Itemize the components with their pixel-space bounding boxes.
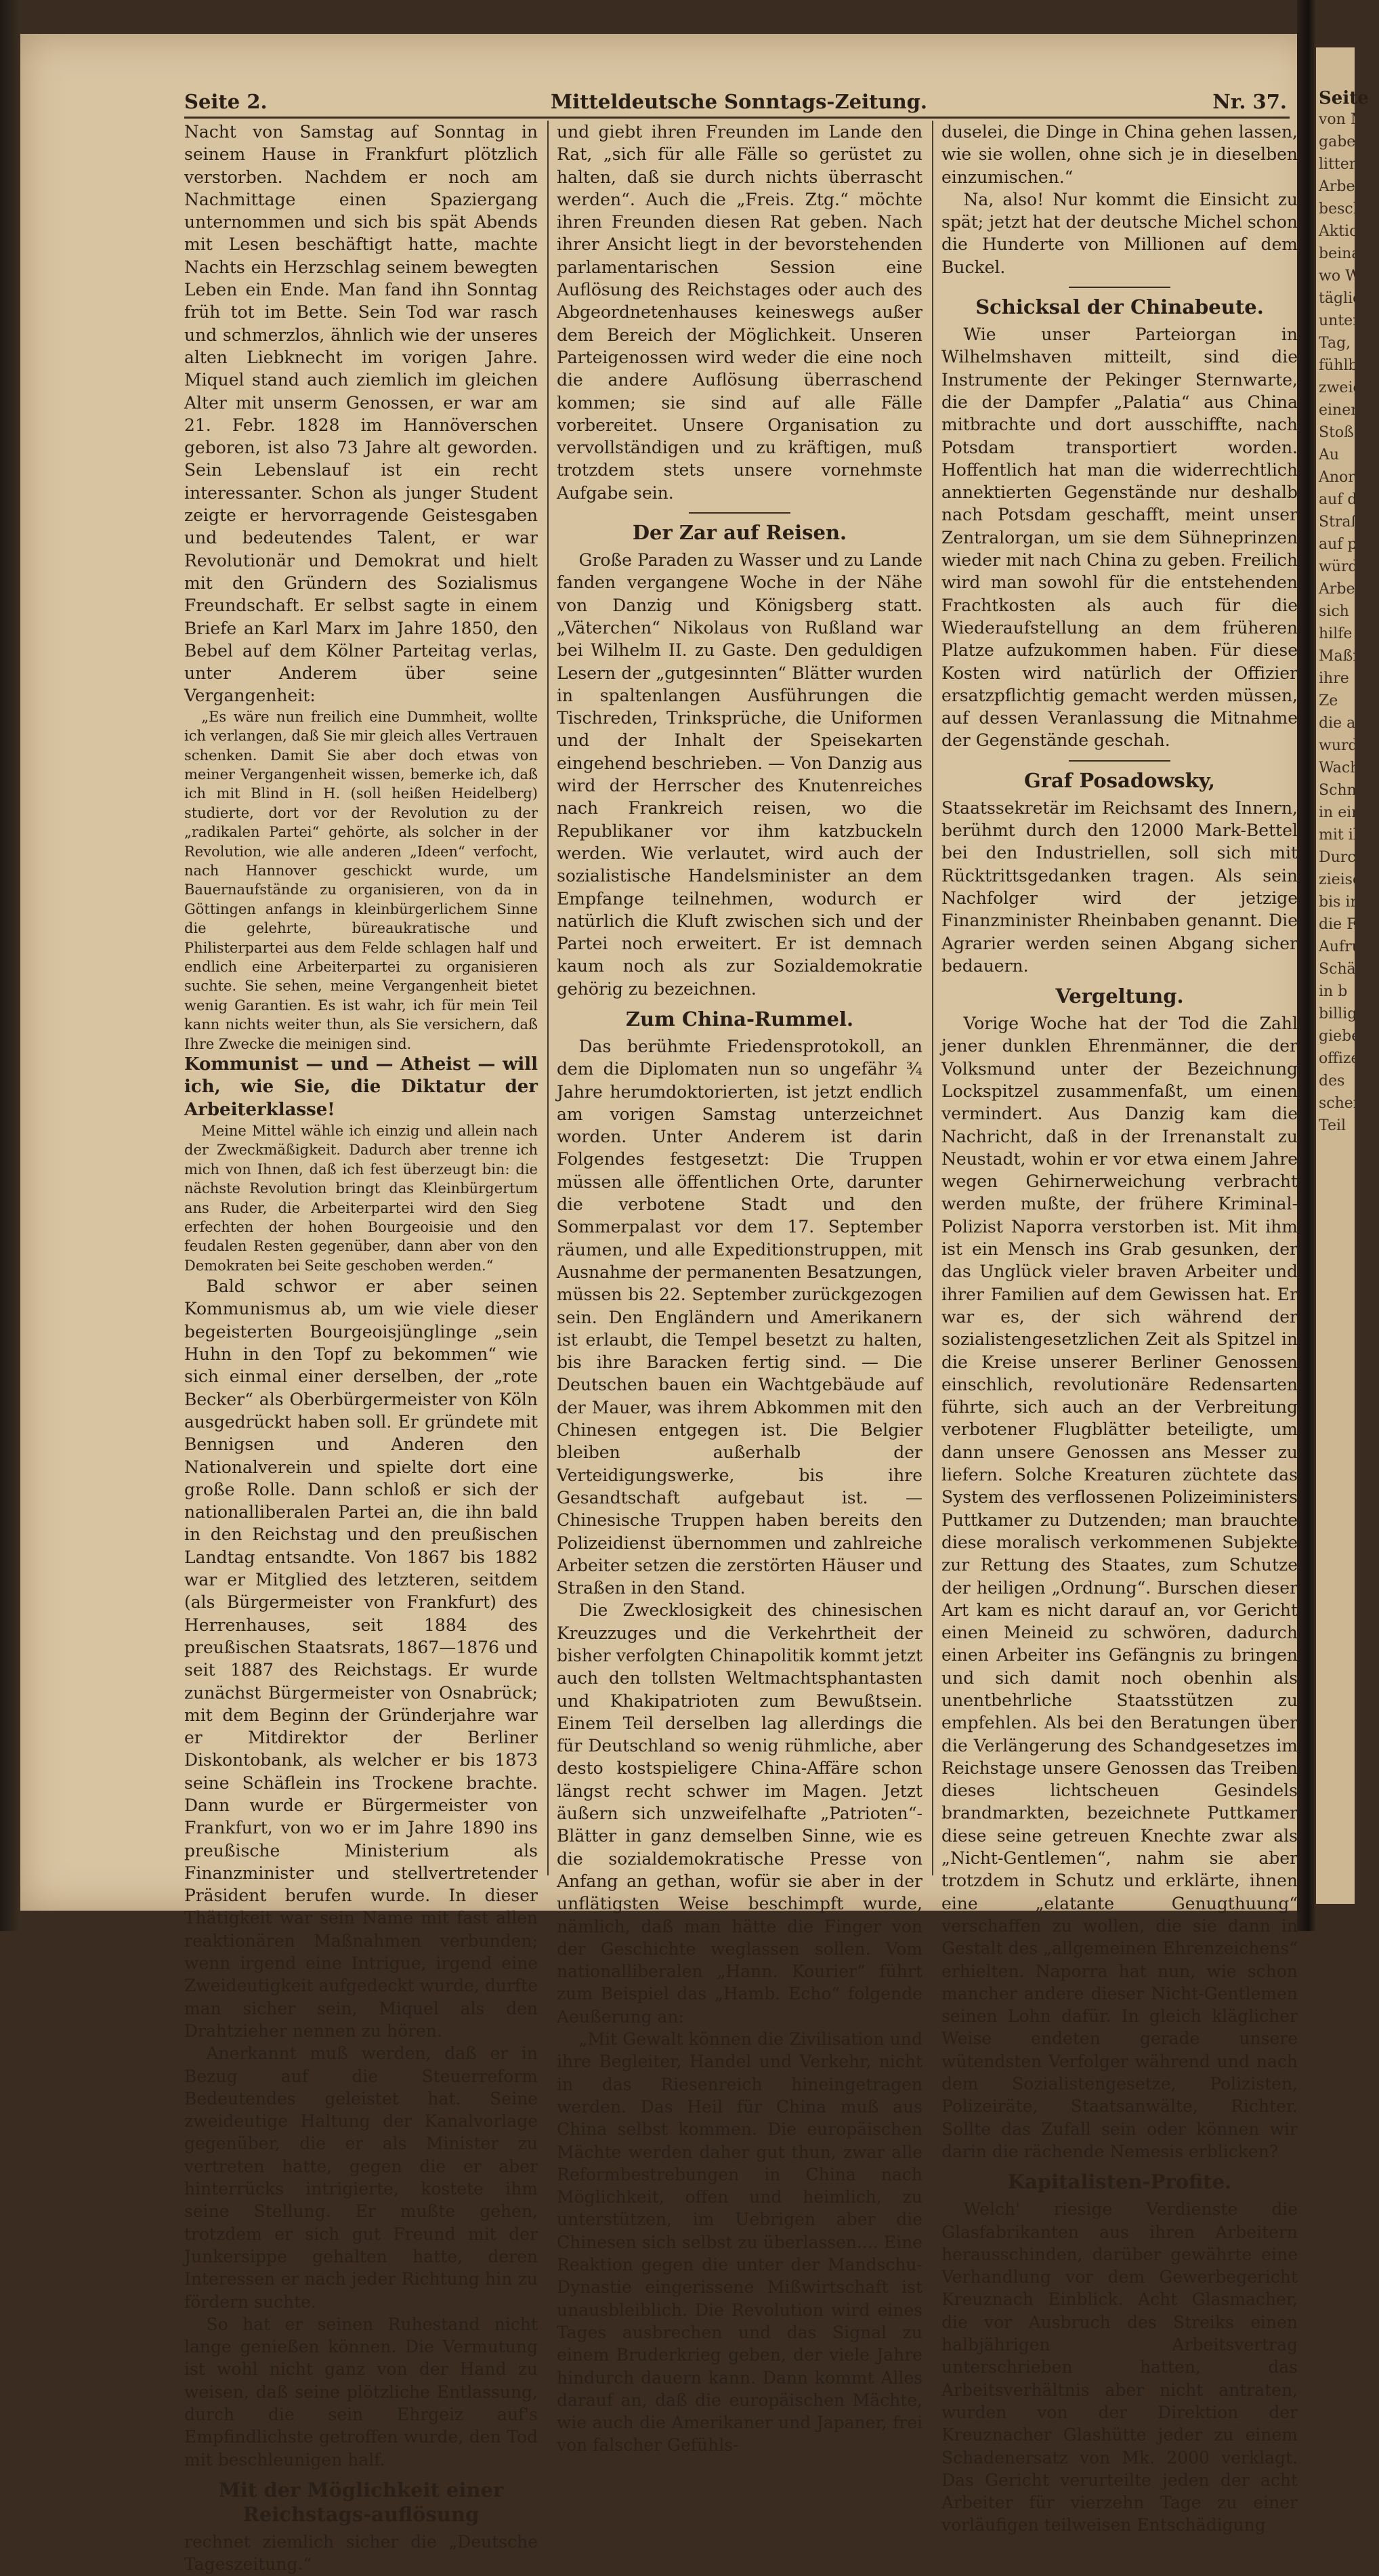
quoted-paragraph: „Mit Gewalt können die Zivilisation und ihre Begleiter, Handel und Verkehr, nicht in das Riesenreich hineingetragen werden. Das Heil für China muß aus China selbst kommen. Die europäischen Mächte werden daher gut thun, zwar alle Reformbestrebungen in China nach Möglichkeit, offen und heimlich, zu unterstützen, im Uebrigen aber die Chinesen sich selbst zu überlassen.... Eine Reaktion gegen die unter der Mandschu-Dynastie eingerissene Mißwirtschaft ist unausbleiblich. Die Revolution wird eines Tages ausbrechen und das Signal zu einem Bruderkrieg geben, der viele Jahre hindurch dauern kann. Dann kommt Alles darauf an, daß die europäischen Mächte, wie auch die Amerikaner und Japaner, frei von falscher Gefühls-: [557, 2029, 922, 2455]
section-divider: [1069, 287, 1170, 288]
quoted-letter: Meine Mittel wähle ich einzig und allein nach der Zweckmäßigkeit. Dadurch aber trenne ich mich von Ihnen, daß ich fest überzeugt bin: die nächste Revolution bringt das Kleinbürgertum ans Ruder, die Arbeiterpartei wird den Sieg erfechten der hohen Bourgeoisie und den feudalen Resten gegenüber, dann aber von den Demokraten bei Seite geschoben werden.“: [184, 1122, 538, 1274]
newspaper-title: Mitteldeutsche Sonntags-Zeitung.: [550, 90, 928, 113]
adjacent-page-line: in b: [1319, 983, 1348, 1000]
adjacent-page-line: auf p: [1319, 536, 1357, 553]
quoted-letter: „Es wäre nun freilich eine Dummheit, wollte ich verlangen, daß Sie mir gleich alles Vertrauen schenken. Damit Sie aber doch etwas von meiner Vergangenheit wissen, bemerke ich, daß ich mit Blind in H. (soll heißen Heidelberg) studierte, dort vor der Revolution zu der „radikalen Partei“ gehörte, als solcher in der Revolution, wie alle anderen „Ideen“ verfocht, nach Hannover geschickt wurde, um Bauernaufstände zu organisieren, von da in Göttingen anfangs in kleinbürgerlichem Sinne die gelehrte, büreaukratische und Philisterpartei aus dem Felde schlagen half und endlich eine Arbeiterpartei zu organisieren suchte. Sie sehen, meine Vergangenheit bietet wenig Garantien. Es ist wahr, ich für mein Teil kann nichts weiter thun, als Sie versichern, daß Ihre Zwecke die meinigen sind.: [184, 708, 538, 1052]
article-paragraph: Große Paraden zu Wasser und zu Lande fanden vergangene Woche in der Nähe von Danzig und Königsberg statt. „Väterchen“ Nikolaus von Rußland war bei Wilhelm II. zu Gaste. Den geduldigen Lesern der „gutgesinnten“ Blätter wurden in spaltenlangen Ausführungen die Tischreden, Trinksprüche, die Uniformen und der Inhalt der Speisekarten eingehend beschrieben. — Von Danzig aus wird der Herrscher des Knutenreiches nach Frankreich reisen, wo die Republikaner vor ihm katzbuckeln werden. Wie verlautet, wird auch der sozialistische Handelsminister an dem Empfange teilnehmen, wodurch er natürlich die Kluft zwischen sich und der Partei noch erweitert. Er ist demnach kaum noch als zur Sozialdemokratie gehörig zu bezeichnen.: [557, 550, 922, 999]
adjacent-page-line: täglich: [1319, 290, 1371, 307]
article-paragraph: Na, also! Nur kommt die Einsicht zu spät; jetzt hat der deutsche Michel schon die Hunderte von Millionen auf dem Buckel.: [941, 189, 1298, 277]
adjacent-page-line: gieben: [1319, 1028, 1370, 1045]
adjacent-page-line: des: [1319, 1073, 1345, 1089]
article-paragraph: So hat er seinen Ruhestand nicht lange genießen können. Die Vermutung ist wohl nicht ganz von der Hand zu weisen, daß seine plötzliche Entlassung, durch die sein Ehrgeiz auf's Empfindlichste getroffen wurde, den Tod mit beschleunigen half.: [184, 2314, 538, 2470]
adjacent-page-line: Anordn: [1319, 469, 1375, 486]
adjacent-page-line: würden: [1319, 558, 1376, 575]
adjacent-page-line: Teil: [1319, 1117, 1346, 1134]
adjacent-page-line: wo W: [1319, 268, 1361, 285]
article-heading: Zum China-Rummel.: [625, 1007, 854, 1031]
article-paragraph: Nacht von Samstag auf Sonntag in seinem Hause in Frankfurt plötzlich verstorben. Nachdem er noch am Nachmittage einen Spaziergang unternommen und sich bis spät Abends mit Lesen beschäftigt hatte, machte Nachts ein Herzschlag seinem bewegten Leben ein Ende. Man fand ihn Sonntag früh tot im Bette. Sein Tod war rasch und schmerzlos, ähnlich wie der unseres alten Liebknecht im vorigen Jahre. Miquel stand auch ziemlich im gleichen Alter mit unserm Genossen, er war am 21. Febr. 1828 im Hannöverschen geboren, ist also 73 Jahre alt geworden. Sein Lebenslauf ist ein recht interessanter. Schon als junger Student zeigte er hervorragende Geistesgaben und bedeutendes Talent, er war Revolutionär und Demokrat und hielt mit den Gründern des Sozialismus Freundschaft. Er selbst sagte in einem Briefe an Karl Marx im Jahre 1850, den Bebel auf dem Kölner Parteitag verlas, unter Anderem über seine Vergangenheit:: [184, 122, 538, 706]
section-divider: [1069, 760, 1170, 762]
adjacent-page-line: schen: [1319, 1095, 1363, 1112]
adjacent-page-line: offize: [1319, 1050, 1360, 1067]
scan-left-edge: [0, 0, 20, 1931]
article-paragraph: Anerkannt muß werden, daß er in Bezug auf die Steuerreform Bedeutendes geleistet hat. Seine zweideutige Haltung der Kanalvorlage gegenüber, die er als Minister zu vertreten hatte, gegen die er aber hinterrücks intrigierte, kostete ihm seine Stellung. Er mußte gehen, trotzdem er sich gut Freund mit der Junkersippe gehalten hatte, deren Interessen er nach jeder Richtung hin zu fördern suchte.: [184, 2043, 538, 2312]
adjacent-page-line: Tag,: [1319, 335, 1351, 352]
adjacent-page-line: gaben: [1319, 133, 1365, 150]
adjacent-page-line: unter: [1319, 312, 1360, 329]
adjacent-page-line: Wacht: [1319, 760, 1366, 776]
adjacent-page-line: in ein: [1319, 804, 1361, 821]
adjacent-page-line: Maßr: [1319, 648, 1360, 665]
article-paragraph: Die Zwecklosigkeit des chinesischen Kreuzzuges und die Verkehrtheit der bisher verfolgten Chinapolitik kommt jetzt auch den tollsten Weltmachtsphantasten und Khakipatrioten zum Bewußtsein. Einem Teil derselben lag allerdings die für Deutschland so wenig rühmliche, aber desto kostspieligere China-Affäre schon längst recht schwer im Magen. Jetzt äußern sich unzweifelhafte „Patrioten“-Blätter in ganz demselben Sinne, wie es die sozialdemokratische Presse von Anfang an gethan, wofür sie aber in der unflätigsten Weise beschimpft wurde, nämlich, daß man hätte die Finger von der Geschichte weglassen sollen. Vom nationalliberalen „Hann. Kourier“ führt zum Beispiel das „Hamb. Echo“ folgende Aeußerung an:: [557, 1600, 922, 2027]
adjacent-page-lines: [1316, 108, 1379, 1137]
adjacent-page-line: auf d: [1319, 491, 1357, 508]
adjacent-page-line: hilfe: [1319, 625, 1353, 642]
running-head: [184, 90, 1294, 117]
adjacent-page-line: von M: [1319, 111, 1366, 128]
adjacent-page-line: billigt: [1319, 1005, 1363, 1022]
adjacent-page-line: Aufru: [1319, 938, 1361, 955]
adjacent-page-line: beinahe: [1319, 245, 1379, 262]
adjacent-page-line: ihre P: [1319, 670, 1364, 687]
adjacent-page-header: Seite: [1319, 88, 1369, 108]
article-heading: Schicksal der Chinabeute.: [975, 295, 1264, 319]
issue-number: Nr. 37.: [1212, 90, 1287, 113]
article-paragraph: Welch' riesige Verdienste die Glasfabrikanten aus ihren Arbeitern herausschinden, darüber gewährte eine Verhandlung vor dem Gewerbegericht Kreuznach Einblick. Acht Glasmacher, die vor Ausbruch des Streiks einen halbjährigen Arbeitsvertrag unterschrieben hatten, das Arbeitsverhältnis aber nicht antraten, wurden von der Direktion der Kreuznacher Glashütte jeder zu einem Schadenersatz von Mk. 2000 verklagt. Das Gericht verurteilte jeden der acht Arbeiter für vierzehn Tage zu einer vorläufigen teilweisen Entschädigung: [941, 2199, 1298, 2535]
page-label: Seite 2.: [184, 90, 268, 113]
article-paragraph: Bald schwor er aber seinen Kommunismus ab, um wie viele dieser begeisterten Bourgeoisjünglinge „sein Huhn in den Topf zu bekommen“ wie sich einmal einer derselben, der „rote Becker“ als Oberbürgermeister von Köln ausgedrückt haben soll. Er gründete mit Bennigsen und Anderen den Nationalverein und spielte dort eine große Rolle. Dann schloß er sich der nationalliberalen Partei an, die ihn bald in den Reichstag und den preußischen Landtag entsandte. Von 1867 bis 1882 war er Mitglied des letzteren, seitdem (als Bürgermeister von Frankfurt) des Herrenhauses, seit 1884 des preußischen Staatsrats, 1867—1876 und seit 1887 des Reichstags. Er wurde zunächst Bürgermeister von Osnabrück; mit dem Beginn der Gründerjahre war er Mitdirektor der Berliner Diskontobank, als welcher er bis 1873 seine Schäflein ins Trockene brachte. Dann wurde er Bürgermeister von Frankfurt, von wo er im Jahre 1890 ins preußische Ministerium als Finanzminister und stellvertretender Präsident berufen wurde. In dieser Thätigkeit war sein Name mit fast allen reaktionären Maßnahmen verbunden; wenn irgend eine Intrigue, irgend eine Zweideutigkeit aufgedeckt wurde, durfte man sicher sein, Miquel als den Drahtzieher nennen zu hören.: [184, 1276, 538, 2041]
adjacent-page-line: Durch: [1319, 849, 1365, 866]
article-paragraph: Wie unser Parteiorgan in Wilhelmshaven mitteilt, sind die Instrumente der Pekinger Sternwarte, die der Dampfer „Palatia“ aus China mitbrachte und dort ausschiffte, nach Potsdam transportiert worden. Hoffentlich hat man die widerrechtlich annektierten Gegenstände nur deshalb nach Potsdam geschafft, meint unser Zentralorgan, um sie dem Sühneprinzen wieder mit nach China zu geben. Freilich wird man sowohl für die entstehenden Frachtkosten als auch für die Wiederaufstellung an dem früheren Platze aufzukommen haben. Für diese Kosten wird natürlich der Offizier ersatzpflichtig gemacht werden müssen, auf dessen Veranlassung die Mitnahme der Gegenstände geschah.: [941, 325, 1298, 751]
adjacent-page-line: zieisch: [1319, 871, 1371, 888]
adjacent-page-line: litten: [1319, 156, 1359, 173]
adjacent-page-line: Schne: [1319, 782, 1365, 799]
article-paragraph: und giebt ihren Freunden im Lande den Rat, „sich für alle Fälle so gerüstet zu halten, daß sie durch nichts überrascht werden“. Auch die „Freis. Ztg.“ möchte ihren Freunden diesen Rat geben. Nach ihrer Ansicht liegt in der bevorstehenden parlamentarischen Session eine Auflösung des Reichstages oder auch des Abgeordnetenhauses keineswegs außer dem Bereich der Möglichkeit. Unseren Parteigenossen wird weder die eine noch die andere Auflösung überraschend kommen; sie sind auf alle Fälle vorbereitet. Unsere Organisation zu vervollständigen und zu kräftigen, muß trotzdem stets unsere vornehmste Aufgabe sein.: [557, 122, 922, 503]
adjacent-page-fragment: [1316, 47, 1379, 1904]
article-paragraph: duselei, die Dinge in China gehen lassen, wie sie wollen, ohne sich je in dieselben einzumischen.“: [941, 122, 1298, 187]
column-rule: [547, 121, 549, 1875]
article-heading: Graf Posadowsky,: [1023, 768, 1216, 792]
adjacent-page-line: mit il: [1319, 827, 1358, 844]
section-divider: [689, 512, 790, 514]
adjacent-page-line: die F: [1319, 916, 1357, 933]
adjacent-page-line: wurde: [1319, 737, 1367, 754]
article-paragraph: Staatssekretär im Reichsamt des Innern, berühmt durch den 12000 Mark-Bettel bei den Industriellen, soll sich mit Rücktrittsgedanken tragen. Als sein Nachfolger wird der jetzige Finanzminister Rheinbaben genannt. Die Agrarier werden seinen Abgang sicher bedauern.: [941, 797, 1298, 976]
adjacent-page-line: beschäf: [1319, 201, 1378, 217]
book-spine: [1297, 0, 1316, 1931]
adjacent-page-line: Straße: [1319, 514, 1370, 531]
adjacent-page-line: Ze: [1319, 692, 1338, 709]
adjacent-page-line: fühlb: [1319, 357, 1358, 374]
adjacent-page-line: bis in: [1319, 894, 1360, 911]
article-heading: Vergeltung.: [1055, 984, 1184, 1008]
adjacent-page-line: Au: [1319, 446, 1340, 463]
adjacent-page-line: Arbeit: [1319, 178, 1366, 195]
adjacent-page-line: Aktion: [1319, 223, 1368, 240]
column-2: [557, 121, 922, 2455]
adjacent-page-line: zweien: [1319, 379, 1372, 396]
emphasized-quote: Kommunist — und — Atheist — will ich, wie Sie, die Diktatur der Arbeiterklasse!: [184, 1054, 538, 1120]
column-3: [941, 121, 1298, 2535]
adjacent-page-line: die al: [1319, 715, 1361, 732]
adjacent-page-line: Stoß: [1319, 424, 1354, 441]
adjacent-page-line: Schäd: [1319, 961, 1365, 978]
article-heading: Der Zar auf Reisen.: [632, 521, 847, 545]
article-heading: Kapitalisten-Profite.: [1007, 2170, 1232, 2194]
adjacent-page-line: sich: [1319, 603, 1349, 620]
article-paragraph: Das berühmte Friedensprotokoll, an dem die Diplomaten nun so ungefähr ¾ Jahre herumdoktorierten, ist jetzt endlich am vorigen Samstag unterzeichnet worden. Unter Anderem ist darin Folgendes festgesetzt: Die Truppen müssen alle öffentlichen Orte, darunter die verbotene Stadt und den Sommerpalast vor dem 17. September räumen, und alle Expeditionstruppen, mit Ausnahme der permanenten Besatzungen, müssen bis 22. September zurückgezogen sein. Den Engländern und Amerikanern ist erlaubt, die Tempel besetzt zu halten, bis ihre Baracken fertig sind. — Die Deutschen bauen ein Wachtgebäude auf der Mauer, was ihrem Abkommen mit den Chinesen entgegen ist. Die Belgier bleiben außerhalb der Verteidigungswerke, bis ihre Gesandtschaft aufgebaut ist. — Chinesische Truppen haben bereits den Polizeidienst übernommen und zahlreiche Arbeiter setzen die zerstörten Häuser und Straßen in den Stand.: [557, 1036, 922, 1598]
adjacent-page-line: einem: [1319, 402, 1365, 419]
article-paragraph: Vorige Woche hat der Tod die Zahl jener dunklen Ehrenmänner, die der Volksmund unter der Bezeichnung Lockspitzel zusammenfaßt, um einen vermindert. Aus Danzig kam die Nachricht, daß in der Irrenanstalt zu Neustadt, wohin er vor etwa einem Jahre wegen Gehirnerweichung verbracht werden mußte, der frühere Kriminal-Polizist Naporra verstorben ist. Mit ihm ist ein Mensch ins Grab gesunken, der das Unglück vieler braven Arbeiter und ihrer Familien auf dem Gewissen hat. Er war es, der sich während der sozialistengesetzlichen Zeit als Spitzel in die Kreise unserer Berliner Genossen einschlich, revolutionäre Redensarten führte, sich auch an der Verbreitung verbotener Flugblätter beteiligte, um dann unsere Genossen ans Messer zu liefern. Solche Kreaturen züchtete das System des verflossenen Polizeiministers Puttkamer zu Dutzenden; man brauchte diese moralisch verkommenen Subjekte zur Rettung des Staates, zum Schutze der heiligen „Ordnung“. Burschen dieser Art kam es nicht darauf an, vor Gericht einen Meineid zu schwören, dadurch einen Arbeiter ins Gefängnis zu bringen und sich damit noch obenhin als unentbehrliche Staatsstützen zu empfehlen. Als bei den Beratungen über die Verlängerung des Schandgesetzes im Reichstage unsere Genossen das Treiben dieses lichtscheuen Gesindels brandmarkten, bezeichnete Puttkamer diese seine getreuen Knechte zwar als „Nicht-Gentlemen“, nahm sie aber trotzdem in Schutz und erklärte, ihnen eine „elatante Genugthuung“ verschaffen zu wollen, die sie dann in Gestalt des „allgemeinen Ehrenzeichens“ erhielten. Naporra hat nun, wie schon mancher andere dieser Nicht-Gentlemen seinen Lohn dafür. In gleich kläglicher Weise endeten gerade unsere wütendsten Verfolger während und nach dem Sozialistengesetze, Polizisten, Polizeiräte, Staatsanwälte, Richter. Sollte das Zufall sein oder können wir darin die rächende Nemesis erblicken?: [941, 1014, 1298, 2161]
header-rule: [184, 117, 1290, 119]
column-1: [184, 121, 538, 2575]
column-rule: [932, 121, 933, 1875]
article-paragraph: rechnet ziemlich sicher die „Deutsche Tageszeitung.“: [184, 2531, 538, 2575]
article-heading: Mit der Möglichkeit einer Reichstags-auflösung: [218, 2478, 504, 2526]
adjacent-page-line: Arbei: [1319, 581, 1360, 598]
